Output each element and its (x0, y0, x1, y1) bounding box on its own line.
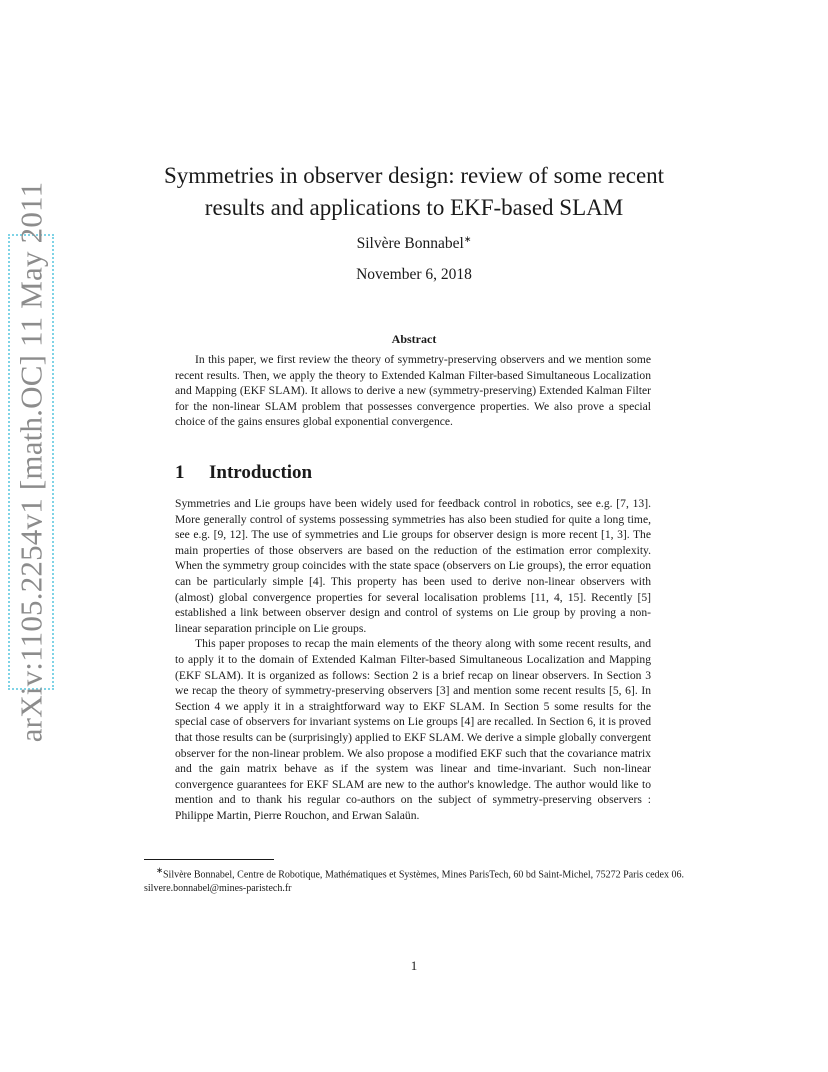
arxiv-identifier-text: arXiv:1105.2254v1 [math.OC] 11 May 2011 (13, 181, 49, 743)
footnote-text: Silvère Bonnabel, Centre de Robotique, Mathématiques et Systèmes, Mines ParisTech, 60 bd Saint-Michel, 75272 Paris cedex 06. silvere.bonnabel@mines-paristech.fr (144, 869, 684, 895)
introduction-body (175, 496, 651, 823)
footnote-mark: ∗ (156, 866, 163, 875)
paper-title (100, 160, 728, 224)
section-number: 1 (175, 462, 185, 483)
title-line-1: Symmetries in observer design: review of some recent (163, 163, 665, 188)
footnote-divider (144, 859, 274, 860)
section-title: Introduction (209, 462, 313, 483)
title-line-2: results and applications to EKF-based SLAM (204, 195, 624, 220)
page-number: 1 (410, 958, 418, 973)
author-footnote (144, 864, 684, 896)
author-line (100, 234, 728, 253)
abstract-text: In this paper, we first review the theory of symmetry-preserving observers and we mention some recent results. Then, we apply the theory to Extended Kalman Filter-based Simultaneous Localization and Mapping (EKF SLAM). It allows to derive a new (symmetry-preserving) Extended Kalman Filter for the non-linear SLAM problem that possesses convergence properties. We also prove a special choice of the gains ensures global exponential convergence. (175, 353, 651, 429)
author-name: Silvère Bonnabel (356, 235, 464, 253)
abstract-heading: Abstract (391, 332, 437, 346)
section-heading (175, 462, 312, 484)
author-footnote-mark[interactable]: ∗ (463, 234, 472, 244)
paper-date: November 6, 2018 (356, 266, 472, 283)
arxiv-identifier-stamp[interactable] (8, 181, 54, 743)
intro-paragraph-2: This paper proposes to recap the main elements of the theory along with some recent results, and to apply it to the domain of Extended Kalman Filter-based Simultaneous Localization and Mapping (EKF SLAM). It is organized as follows: Section 2 is a brief recap on linear observers. In Section 3 we recap the theory of symmetry-preserving observers [3] and mention some recent results [5, 6]. In Section 4 we apply it in a straightforward way to EKF SLAM. In Section 5 some results for the special case of observers for invariant systems on Lie groups [4] are recalled. In Section 6, it is proved that those results can be (surprisingly) applied to EKF SLAM. We derive a simple globally convergent observer for the non-linear problem. We also propose a modified EKF such that the covariance matrix and the gain matrix behave as if the system was linear and time-invariant. Such non-linear convergence guarantees for EKF SLAM are new to the author's knowledge. The author would like to mention and to thank his regular co-authors on the subject of symmetry-preserving observers : Philippe Martin, Pierre Rouchon, and Erwan Salaün. (175, 637, 651, 822)
intro-paragraph-1: Symmetries and Lie groups have been widely used for feedback control in robotics, see e.g. [7, 13]. More generally control of systems possessing symmetries has also been studied for quite a long time, see e.g. [9, 12]. The use of symmetries and Lie groups for observer design is more recent [1, 3]. The main properties of those observers are based on the reduction of the estimation error complexity. When the symmetry group coincides with the state space (observers on Lie groups), the error equation can be particularly simple [4]. This property has been used to derive non-linear observers with (almost) global convergence properties for several localisation problems [11, 4, 15]. Recently [5] established a link between observer design and control of systems on Lie group by proving a non-linear separation principle on Lie groups. (175, 497, 651, 635)
